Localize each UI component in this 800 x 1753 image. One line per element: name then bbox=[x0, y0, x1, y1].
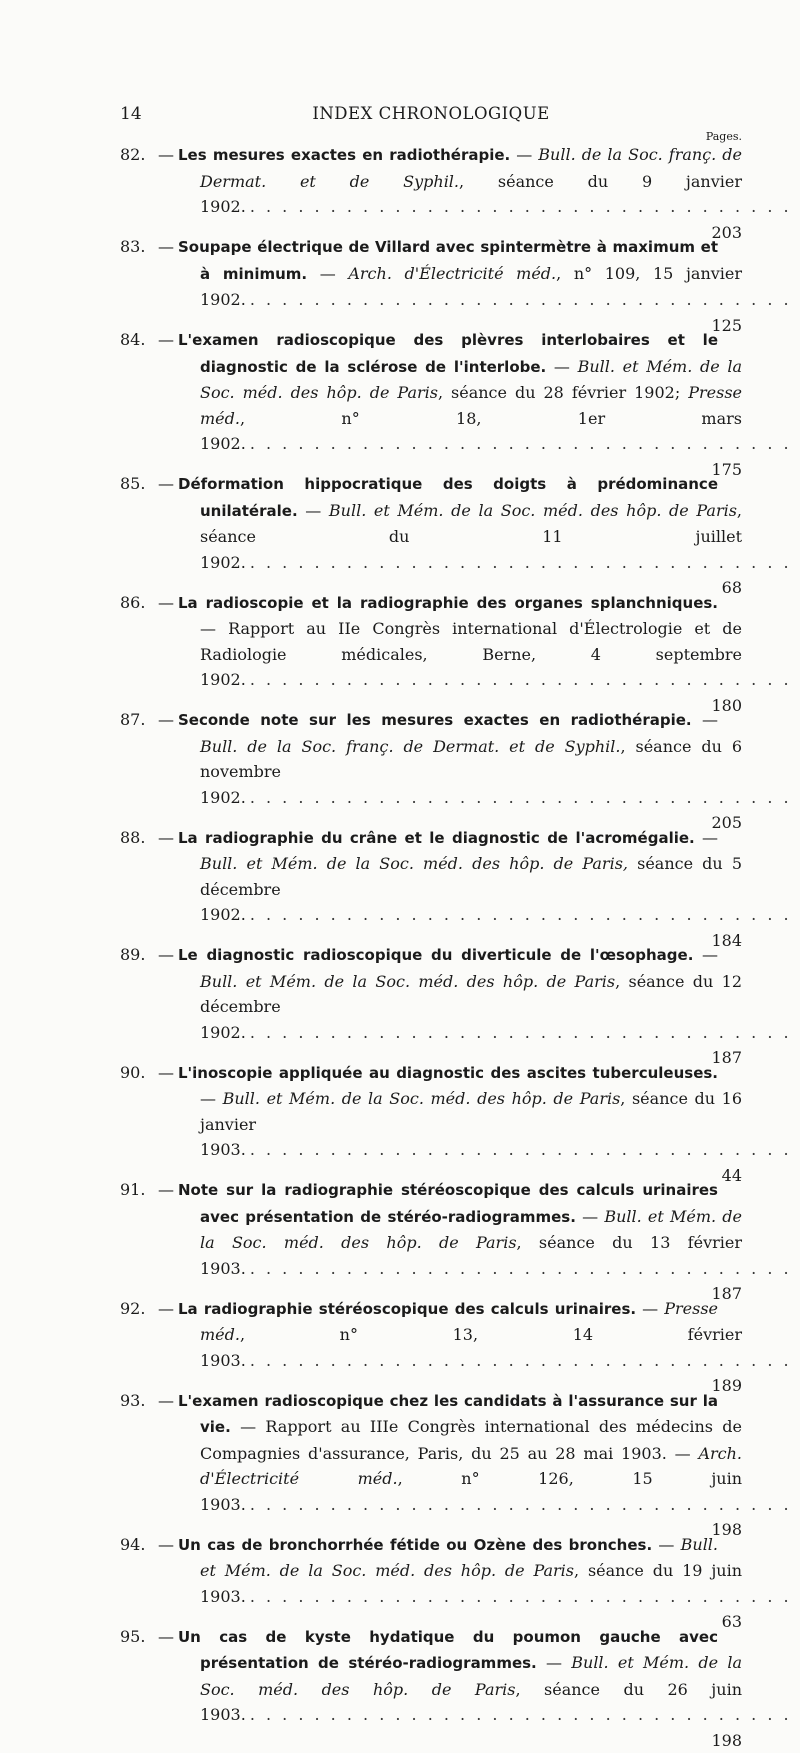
pages-column-label: Pages. bbox=[706, 130, 742, 143]
entry-separator: — bbox=[231, 1417, 266, 1436]
leader-dots bbox=[250, 1140, 800, 1159]
index-entry bbox=[120, 142, 742, 220]
entry-body bbox=[178, 142, 742, 220]
entry-page-number: 175 bbox=[718, 457, 742, 483]
entry-number: 92. bbox=[120, 1296, 145, 1322]
entry-number: 89. bbox=[120, 942, 145, 968]
entry-details: , séance du 6 novembre 1902. bbox=[200, 737, 742, 807]
entry-page-number: 189 bbox=[718, 1373, 742, 1399]
entry-title: Note sur la radiographie stéréoscopique des calculs urinaires avec présentation de stéréo-radiogrammes. bbox=[178, 1181, 718, 1226]
entry-title: Un cas de kyste hydatique du poumon gauche avec présentation de stéréo-radiogrammes. bbox=[178, 1628, 718, 1673]
entry-body bbox=[178, 1060, 742, 1163]
leader-dots bbox=[250, 1495, 800, 1514]
entry-citation-line bbox=[200, 854, 800, 924]
entry-details: , séance du 16 janvier 1903. bbox=[200, 1089, 742, 1159]
entry-body bbox=[178, 590, 742, 693]
entry-details: , n° 109, 15 janvier 1902. bbox=[200, 264, 742, 310]
entry-reference: Bull. et Mém. de la Soc. méd. des hôp. de Paris bbox=[200, 1653, 742, 1699]
leader-dots bbox=[250, 1587, 800, 1606]
entry-number: 84. bbox=[120, 327, 145, 353]
entry-reference: Arch. d'Électricité méd. bbox=[200, 1444, 742, 1489]
entry-page-number: 187 bbox=[718, 1281, 742, 1307]
entry-separator: — bbox=[200, 1089, 223, 1108]
index-entry bbox=[120, 1060, 742, 1163]
entry-page-number: 63 bbox=[718, 1609, 742, 1635]
index-entry bbox=[120, 1624, 742, 1728]
entry-reference: Bull. et Mém. de la Soc. méd. des hôp. de Paris bbox=[200, 972, 615, 991]
entry-dash: — bbox=[158, 825, 174, 851]
entry-details: , séance du 13 février 1903. bbox=[200, 1233, 742, 1278]
entry-body bbox=[178, 825, 742, 928]
index-entry bbox=[120, 1532, 742, 1610]
entry-title: Les mesures exactes en radiothérapie. bbox=[178, 146, 510, 164]
entry-dash: — bbox=[158, 707, 174, 733]
entry-separator: — bbox=[546, 357, 577, 376]
entry-separator: — bbox=[510, 145, 538, 164]
entry-separator: — bbox=[695, 828, 718, 847]
entry-body bbox=[178, 1177, 742, 1281]
entry-dash: — bbox=[158, 590, 174, 616]
entry-dash: — bbox=[158, 1388, 174, 1414]
entry-dash: — bbox=[158, 1624, 174, 1650]
running-head bbox=[120, 104, 742, 128]
entry-dash: — bbox=[158, 1296, 174, 1322]
entry-page-number: 198 bbox=[718, 1728, 742, 1753]
entry-title: L'examen radioscopique chez les candidats à l'assurance sur la vie. bbox=[178, 1392, 718, 1437]
entry-dash: — bbox=[158, 142, 174, 168]
leader-dots bbox=[250, 553, 800, 572]
entry-title: L'examen radioscopique des plèvres interlobaires et le diagnostic de la sclérose de l'interlobe. bbox=[178, 331, 718, 376]
leader-dots bbox=[250, 670, 800, 689]
entry-reference: Presse méd. bbox=[200, 1299, 718, 1345]
entry-dash: — bbox=[158, 942, 174, 968]
entry-details-secondary: , n° 18, 1er mars 1902. bbox=[200, 409, 742, 454]
leader-dots bbox=[250, 1259, 800, 1278]
entry-citation-line bbox=[200, 737, 800, 807]
leader-dots bbox=[250, 290, 800, 309]
leader-dots bbox=[250, 905, 800, 924]
index-entries bbox=[120, 142, 742, 1753]
entry-text: Rapport au IIe Congrès international d'Électrologie et de Radiologie médicales, Berne, 4 septembre 1902. bbox=[200, 619, 742, 689]
entry-separator: — bbox=[298, 501, 329, 520]
entry-reference: Bull. et Mém. de la Soc. méd. des hôp. de Paris bbox=[200, 1535, 718, 1581]
entry-number: 94. bbox=[120, 1532, 145, 1558]
index-entry bbox=[120, 825, 742, 928]
entry-reference: Bull. et Mém. de la Soc. méd. des hôp. de Paris, bbox=[200, 854, 628, 873]
entry-page-number: 205 bbox=[718, 810, 742, 836]
entry-details: , séance du 9 janvier 1902. bbox=[200, 172, 742, 217]
entry-dash: — bbox=[158, 1177, 174, 1203]
entry-page-number: 44 bbox=[718, 1163, 742, 1189]
entry-number: 86. bbox=[120, 590, 145, 616]
entry-body bbox=[178, 1532, 742, 1610]
entry-title: Seconde note sur les mesures exactes en radiothérapie. bbox=[178, 711, 692, 729]
entry-body bbox=[178, 327, 742, 457]
entry-reference: Bull. et Mém. de la Soc. méd. des hôp. de Paris bbox=[200, 357, 742, 403]
entry-separator: — bbox=[636, 1299, 664, 1318]
entry-number: 91. bbox=[120, 1177, 145, 1203]
running-title: INDEX CHRONOLOGIQUE bbox=[120, 104, 742, 123]
entry-title: Soupape électrique de Villard avec spintermètre à maximum et à minimum. bbox=[178, 238, 718, 283]
entry-details: , séance du 11 juillet 1902. bbox=[200, 501, 742, 572]
entry-reference: Bull. de la Soc. franç. de Dermat. et de Syphil. bbox=[200, 737, 620, 756]
entry-body bbox=[178, 1388, 742, 1518]
entry-details: , n° 13, 14 février 1903. bbox=[200, 1325, 742, 1370]
entry-page-number: 125 bbox=[718, 313, 742, 339]
entry-separator: — bbox=[200, 619, 228, 638]
entry-dash: — bbox=[158, 1532, 174, 1558]
entry-title: Déformation hippocratique des doigts à prédominance unilatérale. bbox=[178, 475, 718, 520]
entry-reference: Bull. et Mém. de la Soc. méd. des hôp. de Paris bbox=[200, 1207, 742, 1253]
index-entry bbox=[120, 471, 742, 575]
entry-dash: — bbox=[158, 471, 174, 497]
leader-dots bbox=[250, 1705, 800, 1724]
entry-dash: — bbox=[158, 234, 174, 260]
entry-body bbox=[178, 707, 742, 810]
entry-page-number: 198 bbox=[718, 1517, 742, 1543]
entry-text: Rapport au IIIe Congrès international des médecins de Compagnies d'assurance, Paris, du 25 au 28 mai 1903. — bbox=[200, 1417, 742, 1463]
entry-number: 85. bbox=[120, 471, 145, 497]
entry-number: 95. bbox=[120, 1624, 145, 1650]
entry-body bbox=[178, 942, 742, 1045]
index-entry bbox=[120, 1388, 742, 1518]
leader-dots bbox=[250, 1351, 800, 1370]
index-entry bbox=[120, 707, 742, 810]
leader-dots bbox=[250, 434, 800, 453]
entry-citation-line bbox=[200, 1089, 800, 1159]
entry-details: , n° 126, 15 juin 1903. bbox=[200, 1469, 742, 1514]
entry-title: La radioscopie et la radiographie des organes splanchniques. bbox=[178, 594, 718, 612]
page-number: 14 bbox=[120, 104, 142, 124]
entry-body bbox=[178, 1624, 742, 1728]
entry-page-number: 187 bbox=[718, 1045, 742, 1071]
entry-dash: — bbox=[158, 1060, 174, 1086]
entry-details: , séance du 26 juin 1903. bbox=[200, 1680, 742, 1725]
entry-dash: — bbox=[158, 327, 174, 353]
entry-details: séance du 5 décembre 1902. bbox=[200, 854, 742, 924]
entry-separator: — bbox=[576, 1207, 604, 1226]
entry-separator: — bbox=[652, 1535, 680, 1554]
entry-number: 83. bbox=[120, 234, 145, 260]
leader-dots bbox=[250, 788, 800, 807]
entry-citation-line bbox=[200, 619, 800, 689]
entry-details: , séance du 28 février 1902; bbox=[438, 383, 688, 402]
entry-number: 93. bbox=[120, 1388, 145, 1414]
entry-body bbox=[178, 471, 742, 575]
index-entry bbox=[120, 1296, 742, 1374]
index-entry bbox=[120, 942, 742, 1045]
entry-separator: — bbox=[693, 945, 718, 964]
entry-citation-line bbox=[200, 1417, 800, 1514]
index-entry bbox=[120, 1177, 742, 1281]
entry-page-number: 203 bbox=[718, 220, 742, 246]
leader-dots bbox=[250, 197, 800, 216]
index-entry bbox=[120, 590, 742, 693]
entry-reference: Bull. de la Soc. franç. de Dermat. et de Syphil. bbox=[200, 145, 742, 191]
leader-dots bbox=[250, 1023, 800, 1042]
entry-number: 87. bbox=[120, 707, 145, 733]
entry-reference: Bull. et Mém. de la Soc. méd. des hôp. de Paris bbox=[223, 1089, 621, 1108]
entry-body bbox=[178, 234, 742, 313]
entry-body bbox=[178, 1296, 742, 1374]
entry-separator: — bbox=[692, 710, 718, 729]
entry-page-number: 184 bbox=[718, 928, 742, 954]
entry-title: Un cas de bronchorrhée fétide ou Ozène des bronches. bbox=[178, 1536, 652, 1554]
entry-citation-line bbox=[200, 972, 800, 1042]
entry-page-number: 180 bbox=[718, 693, 742, 719]
entry-details: , séance du 12 décembre 1902. bbox=[200, 972, 742, 1042]
index-entry bbox=[120, 234, 742, 313]
entry-separator: — bbox=[537, 1653, 572, 1672]
index-entry bbox=[120, 327, 742, 457]
entry-title: La radiographie du crâne et le diagnostic de l'acromégalie. bbox=[178, 829, 695, 847]
entry-number: 82. bbox=[120, 142, 145, 168]
entry-reference: Bull. et Mém. de la Soc. méd. des hôp. de Paris bbox=[329, 501, 737, 520]
entry-reference: Arch. d'Électricité méd. bbox=[348, 264, 556, 283]
entry-title: La radiographie stéréoscopique des calculs urinaires. bbox=[178, 1300, 636, 1318]
entry-title: Le diagnostic radioscopique du diverticule de l'œsophage. bbox=[178, 946, 693, 964]
entry-number: 88. bbox=[120, 825, 145, 851]
entry-reference-secondary: Presse méd. bbox=[200, 383, 742, 428]
entry-page-number: 68 bbox=[718, 575, 742, 601]
entry-details: , séance du 19 juin 1903. bbox=[200, 1561, 742, 1606]
entry-separator: — bbox=[307, 264, 348, 283]
entry-title: L'inoscopie appliquée au diagnostic des ascites tuberculeuses. bbox=[178, 1064, 718, 1082]
entry-number: 90. bbox=[120, 1060, 145, 1086]
